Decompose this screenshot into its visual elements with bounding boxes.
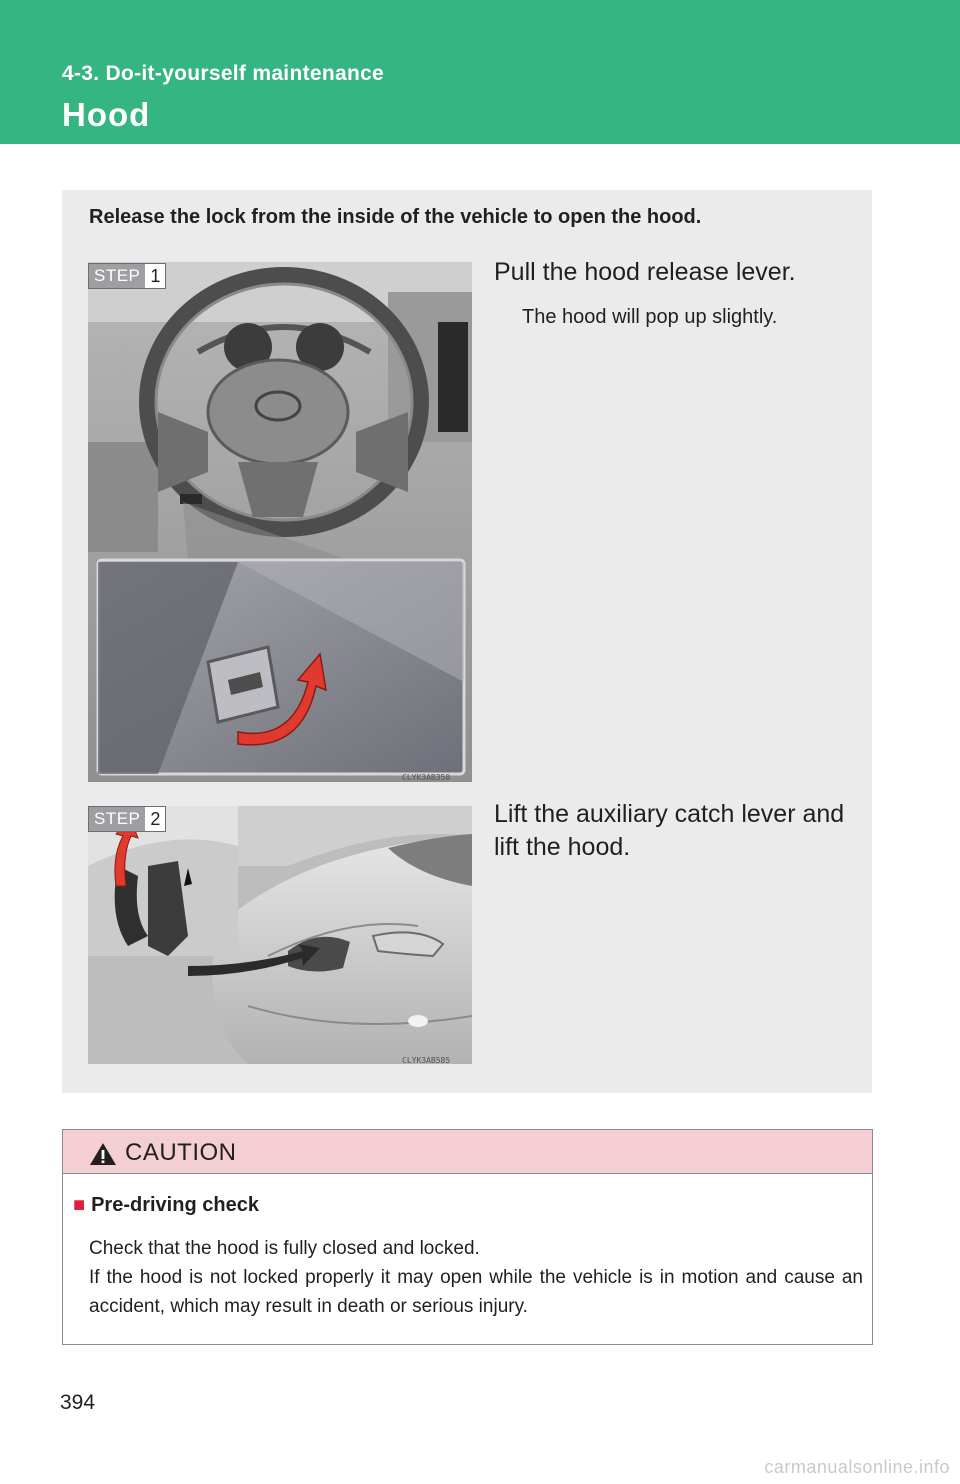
figure-code-1: CLYK3AB350 <box>402 773 451 782</box>
caution-subheading-text: Pre-driving check <box>91 1194 259 1216</box>
step-1-badge-number: 1 <box>150 266 161 286</box>
procedure-intro: Release the lock from the inside of the vehicle to open the hood. <box>89 206 702 228</box>
hood-release-lever-illustration <box>88 262 472 782</box>
red-square-bullet-icon: ■ <box>73 1194 86 1216</box>
caution-paragraph: If the hood is not locked properly it may open while the vehicle is in motion and cause an accident, which may result in death or serious injury. <box>89 1267 863 1317</box>
step-1-title: Pull the hood release lever. <box>494 258 796 286</box>
step-2-badge-word: STEP <box>89 807 145 831</box>
step-1-badge <box>88 263 166 289</box>
header-banner <box>0 0 960 144</box>
caution-subheading <box>73 1194 259 1217</box>
caution-title: CAUTION <box>125 1139 237 1166</box>
watermark-link[interactable]: carmanualsonline.info <box>764 1457 950 1477</box>
caution-body <box>89 1234 863 1321</box>
step-2-title: Lift the auxiliary catch lever and lift the hood. <box>494 800 845 861</box>
step-2-badge-number: 2 <box>150 809 161 829</box>
warning-triangle-icon <box>89 1142 117 1171</box>
caution-box <box>62 1129 873 1345</box>
step-2-badge <box>88 806 166 832</box>
figure-code-2: CLYK3AB585 <box>402 1056 451 1065</box>
step-1-badge-word: STEP <box>89 264 145 288</box>
section-label: 4-3. Do-it-yourself maintenance <box>62 62 385 85</box>
caution-header <box>63 1130 872 1174</box>
auxiliary-catch-lever-illustration <box>88 806 472 1064</box>
step-1-note: The hood will pop up slightly. <box>522 306 778 328</box>
caution-paragraph: Check that the hood is fully closed and locked. <box>89 1238 480 1259</box>
page-number: 394 <box>60 1391 96 1414</box>
page-title: Hood <box>62 96 151 133</box>
